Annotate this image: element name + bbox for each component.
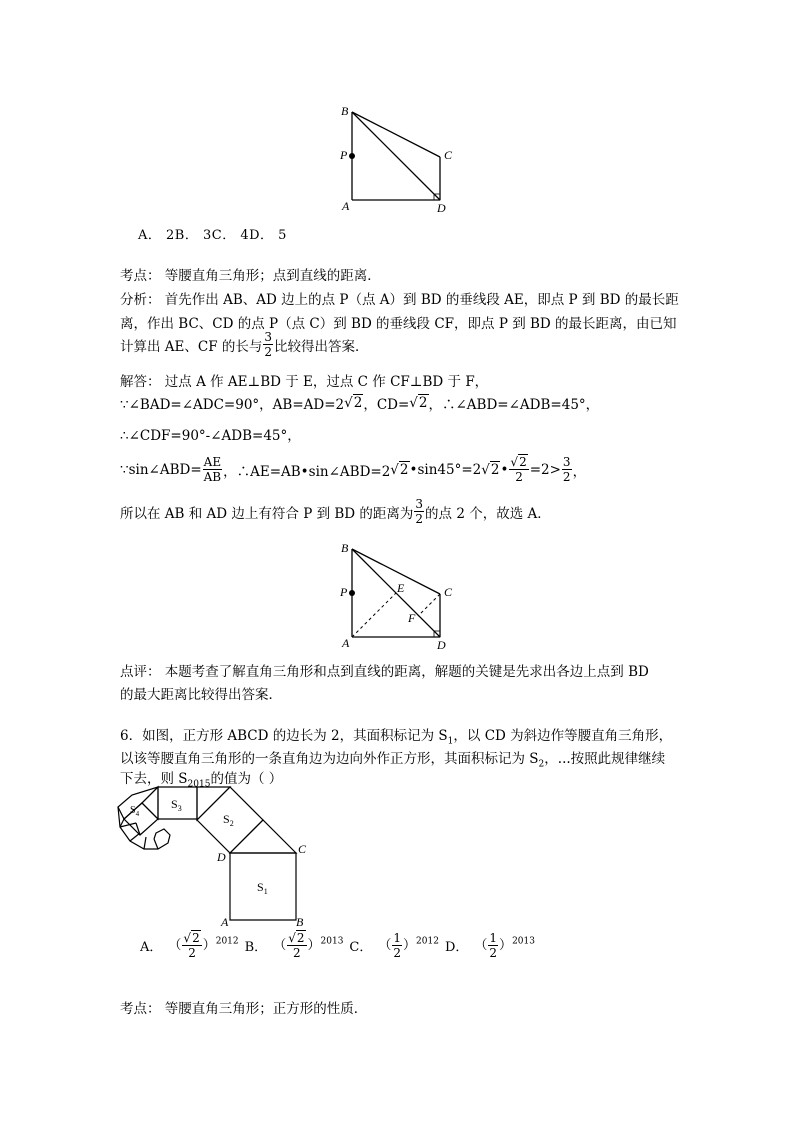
suoyi-b: 的点 2 个，故选 A．: [425, 505, 551, 522]
jieda-4e: =2>: [529, 461, 561, 478]
label-s1: $S_1$: [257, 880, 268, 896]
spiral-tail: [118, 807, 170, 849]
label-a: A: [342, 636, 350, 650]
label-d: D: [217, 850, 226, 864]
sqrt-2: √2: [510, 455, 527, 469]
fraction-3-2: $\frac{3}{2}$: [264, 330, 273, 359]
fenxi-line-1: 分析： 首先作出 AB、AD 边上的点 P（点 A）到 BD 的垂线段 AE，即点 P 到 BD 的最长距: [120, 292, 679, 308]
label-f: F: [408, 611, 416, 625]
dianping-line-1: 点评： 本题考查了解直角三角形和点到直线的距离，解题的关键是先求出各边上点到 BD: [120, 664, 649, 680]
diagonal-bd: [352, 112, 440, 200]
sub-2015: 2015: [187, 779, 211, 790]
jieda-4d: •: [500, 461, 509, 478]
label-s2: $S_2$: [223, 812, 234, 828]
sqrt-2: √2: [390, 461, 409, 478]
fraction-1-2: $\frac{1}{2}$: [393, 931, 402, 960]
jieda-2c: ，∴∠ABD=∠ADB=45°，: [428, 397, 600, 413]
jieda-line-4: [120, 456, 586, 483]
tail-seg: [154, 839, 158, 849]
option-a-body: （ $\frac{√2}{2}$ ）$^{2012}$: [168, 931, 239, 960]
label-c: C: [444, 148, 453, 162]
fraction-3-2: $\frac{3}{2}$: [415, 497, 424, 526]
sqrt-2: √2: [288, 931, 305, 945]
kaodian-2: 考点： 等腰直角三角形；正方形的性质．: [120, 1001, 368, 1017]
tail-seg: [144, 837, 146, 849]
option-b-label: B．: [244, 940, 268, 955]
sqrt-2: √2: [183, 931, 200, 945]
sqrt-2: √2: [481, 461, 500, 478]
label-c: C: [444, 585, 453, 599]
option-d-body: （ $\frac{1}{2}$ ）$^{2013}$: [474, 931, 535, 960]
jieda-4a: ∵sin∠ABD=: [120, 461, 202, 478]
exp-2013: 2013: [512, 936, 535, 947]
exp-2012: 2012: [416, 936, 439, 947]
triangle-1: [230, 820, 296, 853]
figure-3-spiral: [110, 783, 320, 928]
dianping-line-2: 的最大距离比较得出答案．: [120, 687, 282, 703]
edge-cb: [352, 549, 440, 594]
figure-1: [330, 100, 470, 215]
jieda-2a: ∵∠BAD=∠ADC=90°，AB=AD=2: [120, 397, 345, 413]
jieda-line-3: ∴∠CDF=90°-∠ADB=45°，: [120, 428, 301, 444]
option-c-label: C．: [349, 940, 373, 955]
q6-line-1: [120, 724, 672, 747]
q6-options: [140, 932, 535, 959]
option-a-label: A．: [140, 940, 163, 955]
label-a: A: [342, 199, 350, 213]
label-d: D: [437, 638, 446, 652]
label-b: B: [341, 541, 349, 555]
label-a: A: [221, 915, 229, 928]
fraction-ae-ab: $\frac{AE}{AB}$: [203, 455, 222, 484]
perpendicular-cf: [418, 594, 440, 616]
sqrt-2: √2: [344, 395, 363, 411]
tail-seg: [130, 833, 140, 841]
label-b: B: [296, 915, 304, 928]
q6-2: 以该等腰直角三角形的一条直角边为边向外作正方形，其面积标记为 S: [120, 751, 539, 767]
q5-options: A． 2B． 3C． 4D． 5: [138, 228, 287, 243]
option-d-label: D．: [444, 940, 469, 955]
sub-2: 2: [538, 759, 545, 770]
label-c: C: [298, 842, 307, 856]
label-s4: $S_4$: [130, 805, 140, 818]
q6-2b: ，...按照此规律继续: [544, 751, 666, 767]
perpendicular-ae: [352, 593, 396, 637]
fraction-3-2: $\frac{3}{2}$: [562, 455, 571, 484]
kaodian-1: 考点： 等腰直角三角形；点到直线的距离．: [120, 268, 381, 284]
q6-1: 6．如图，正方形 ABCD 的边长为 2，其面积标记为 S: [120, 728, 448, 744]
fraction-1-2: $\frac{1}{2}$: [489, 931, 498, 960]
jieda-4f: ，: [572, 463, 587, 480]
label-b: B: [341, 104, 349, 118]
fraction-sqrt2-2: $\frac{√2}{2}$: [183, 931, 200, 960]
figure-2: [330, 537, 470, 652]
label-s3: $S_3$: [171, 797, 182, 813]
jieda-4c: •sin45°=2: [409, 461, 482, 478]
jieda-line-2: [120, 393, 599, 413]
label-p: P: [340, 585, 348, 599]
sub-1: 1: [447, 736, 454, 747]
fraction-sqrt2-2: $\frac{√2}{2}$: [510, 455, 527, 484]
suoyi-a: 所以在 AB 和 AD 边上有符合 P 到 BD 的距离为: [120, 505, 414, 522]
exp-2013: 2013: [320, 936, 344, 947]
option-b-body: （ $\frac{√2}{2}$ ）$^{2013}$: [273, 931, 344, 960]
exp-2012: 2012: [215, 936, 239, 947]
fenxi-line-3-tail: 比较得出答案．: [274, 338, 369, 355]
jieda-2b: ，CD=: [363, 397, 410, 413]
point-p: [349, 153, 355, 159]
jieda-4b: ，∴AE=AB•sin∠ABD=2: [223, 463, 391, 480]
fraction-sqrt2-2: $\frac{√2}{2}$: [288, 931, 305, 960]
fenxi-line-3: [120, 331, 369, 358]
suoyi-line: [120, 498, 551, 525]
fenxi-line-2: 离，作出 BC、CD 的点 P（点 C）到 BD 的垂线段 CF，即点 P 到 BD 的最长距离，由已知: [120, 316, 677, 332]
label-p: P: [340, 148, 348, 162]
point-p: [349, 590, 355, 596]
option-c-body: （ $\frac{1}{2}$ ）$^{2012}$: [378, 931, 439, 960]
jieda-line-1: 解答： 过点 A 作 AE⊥BD 于 E，过点 C 作 CF⊥BD 于 F，: [120, 374, 489, 390]
sqrt-2: √2: [409, 395, 428, 411]
edge-cb: [352, 112, 440, 157]
q6-3: 下去，则 S: [120, 771, 188, 787]
label-d: D: [437, 201, 446, 215]
q6-3b: 的值为（ ）: [210, 771, 283, 787]
label-e: E: [397, 581, 405, 595]
q6-1b: ，以 CD 为斜边作等腰直角三角形，: [453, 728, 673, 744]
fenxi-line-3-text: 计算出 AE、CF 的长与: [120, 338, 263, 355]
